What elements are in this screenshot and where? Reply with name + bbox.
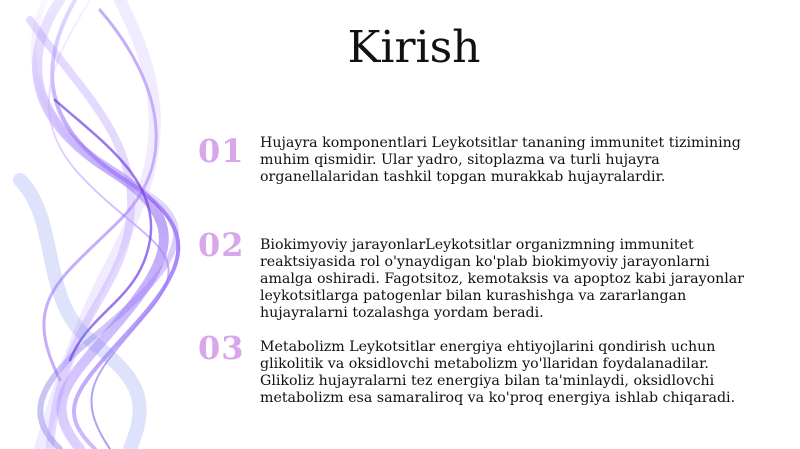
slide-title: Kirish [347,22,481,73]
item-text: Hujayra komponentlari Leykotsitlar tananing immunitet tizimining muhim qismidir. Ular yadro, sitoplazma va turli hujayra organellalaridan tashkil topgan murakkab hujayralardir. [260,135,741,185]
item-text: Biokimyoviy jarayonlarLeykotsitlar organizmning immunitet reaktsiyasida rol o'ynaydigan ko'plab biokimyoviy jarayonlarni amalga oshiradi. Fagotsitoz, kemotaksis va apoptoz kabi jarayonlar leykotsitlarga patogenlar bilan kurashishga va zararlangan hujayralarni tozalashga yordam beradi. [260,237,745,321]
item-number: 01 [198,132,245,170]
item-number: 03 [198,329,245,367]
item-number: 02 [198,226,245,264]
item-text: Metabolizm Leykotsitlar energiya ehtiyojlarini qondirish uchun glikolitik va oksidlovchi metabolizm yo'llaridan foydalanadilar. Glikoliz hujayralarni tez energiya bilan ta'minlaydi, oksidlovchi metabolizm esa samaraliroq va ko'proq energiya ishlab chiqaradi. [260,339,736,406]
